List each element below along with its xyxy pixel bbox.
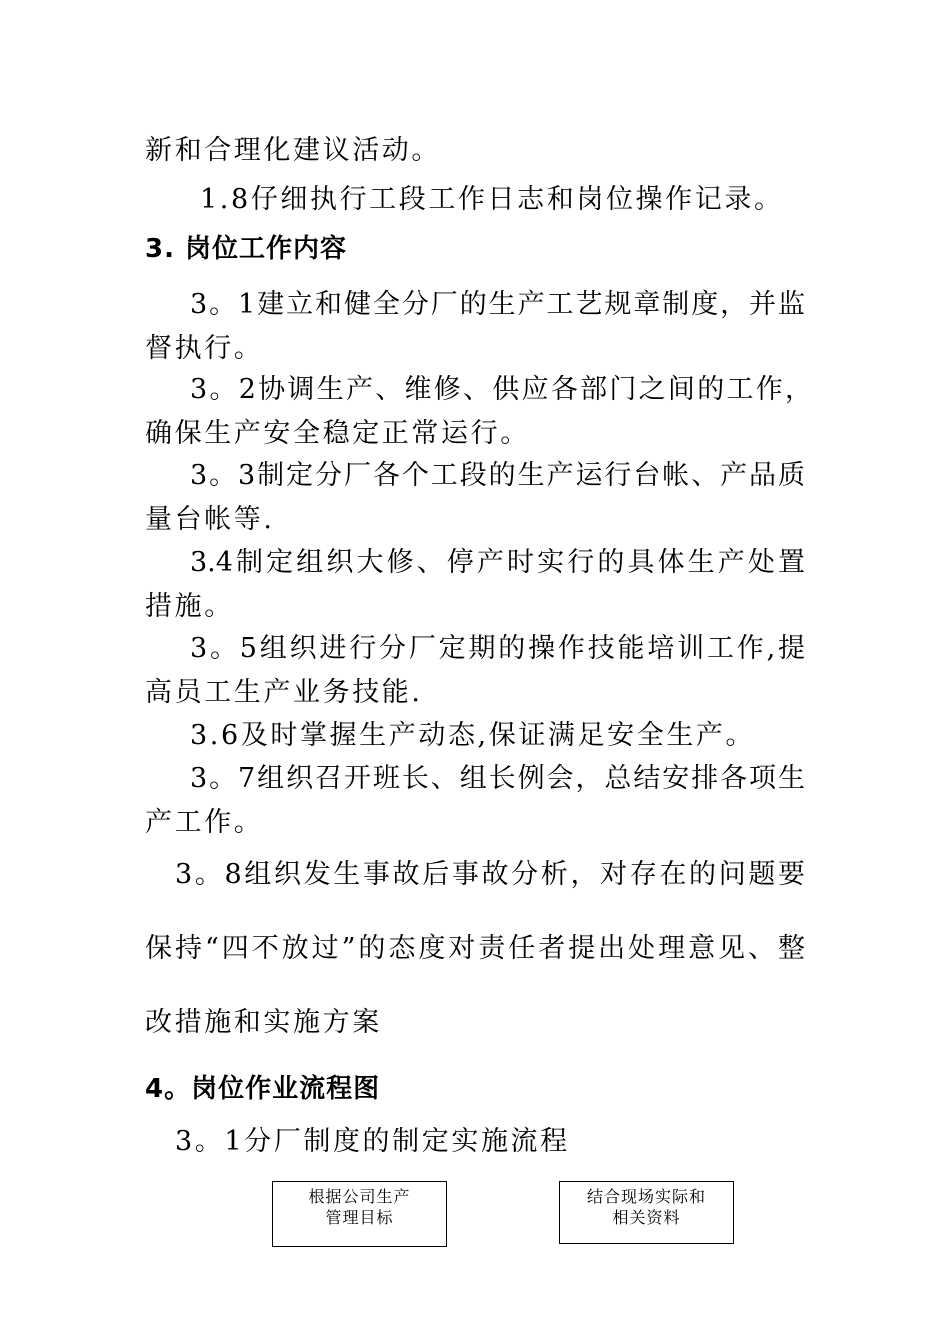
- text-line: 3.6及时掌握生产动态,保证满足安全生产。: [190, 720, 756, 751]
- text-line: 产工作。: [145, 807, 264, 838]
- text-line: 3。1建立和健全分厂的生产工艺规章制度，并监: [190, 289, 805, 320]
- flow-box-label: 管理目标: [325, 1208, 394, 1227]
- flow-box: [559, 1181, 734, 1244]
- text-line: 量台帐等.: [145, 504, 275, 535]
- flow-box-label: 根据公司生产: [308, 1187, 411, 1206]
- text-line: 高员工生产业务技能.: [145, 677, 423, 708]
- text-line: 3。8组织发生事故后事故分析，对存在的问题要: [175, 859, 805, 890]
- text-line: 1.8仔细执行工段工作日志和岗位操作记录。: [200, 184, 784, 215]
- text-line: 3。1分厂制度的制定实施流程: [175, 1126, 570, 1157]
- text-line: 督执行。: [145, 333, 264, 364]
- text-line: 3.4制定组织大修、停产时实行的具体生产处置: [190, 547, 805, 578]
- section-heading: 3. 岗位工作内容: [145, 234, 348, 264]
- text-line: 3。3制定分厂各个工段的生产运行台帐、产品质: [190, 460, 805, 491]
- text-line: 3。2协调生产、维修、供应各部门之间的工作，: [190, 374, 812, 405]
- flow-box: [272, 1181, 447, 1247]
- flow-box-label: 相关资料: [612, 1208, 681, 1227]
- text-line: 3。7组织召开班长、组长例会，总结安排各项生: [190, 763, 805, 794]
- text-line: 改措施和实施方案: [145, 1007, 382, 1038]
- text-line: 保持“四不放过”的态度对责任者提出处理意见、整: [145, 933, 805, 964]
- flow-box-label: 结合现场实际和: [586, 1187, 706, 1206]
- text-line: 3。5组织进行分厂定期的操作技能培训工作,提: [190, 633, 805, 664]
- text-line: 措施。: [145, 591, 234, 622]
- section-heading: 4。岗位作业流程图: [145, 1074, 381, 1104]
- text-line: 确保生产安全稳定正常运行。: [145, 418, 530, 449]
- text-line: 新和合理化建议活动。: [145, 135, 441, 166]
